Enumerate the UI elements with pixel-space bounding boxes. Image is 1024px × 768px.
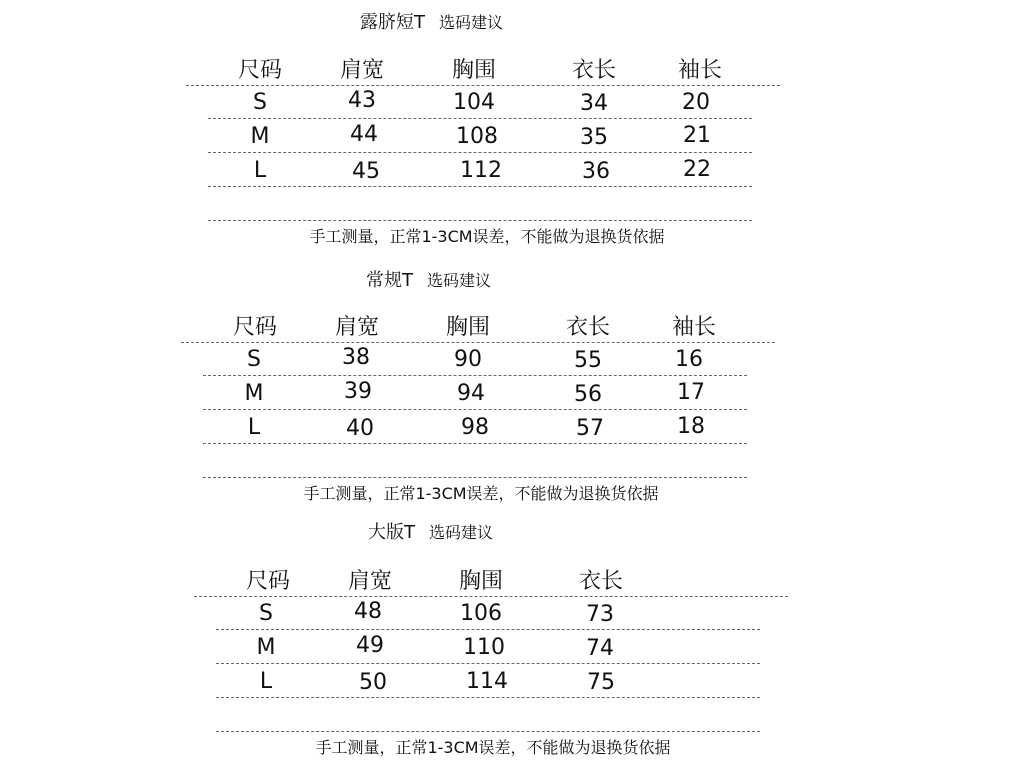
- header-sleeve: 袖长: [677, 58, 723, 83]
- cell-shoulder: 44: [350, 122, 378, 147]
- cell-chest: 94: [457, 381, 485, 406]
- divider-line: [208, 186, 752, 187]
- cell-chest: 112: [460, 158, 502, 183]
- cell-chest: 98: [461, 415, 489, 440]
- header-chest: 胸围: [451, 58, 497, 83]
- cell-shoulder: 45: [352, 159, 380, 184]
- header-chest: 胸围: [445, 315, 491, 340]
- divider-line: [216, 663, 760, 664]
- section-title-sub: 选码建议: [427, 271, 492, 290]
- cell-size: L: [247, 415, 261, 440]
- header-shoulder: 肩宽: [339, 58, 385, 83]
- cell-sleeve: 21: [683, 123, 711, 148]
- cell-size: L: [253, 158, 267, 183]
- cell-size: L: [259, 669, 273, 694]
- cell-size: S: [253, 90, 267, 115]
- divider-line: [208, 118, 752, 119]
- header-size: 尺码: [232, 315, 278, 340]
- cell-size: M: [250, 124, 270, 149]
- divider-line: [216, 697, 760, 698]
- section-title: [360, 8, 503, 34]
- section-title-sub: 选码建议: [439, 13, 504, 32]
- divider-line: [203, 443, 747, 444]
- section-title-main: 大版T: [368, 522, 415, 543]
- cell-length: 75: [587, 670, 615, 695]
- divider-line: [186, 85, 780, 86]
- header-length: 衣长: [565, 315, 611, 340]
- cell-length: 56: [574, 382, 602, 407]
- cell-sleeve: 16: [675, 347, 703, 372]
- cell-length: 74: [586, 636, 614, 661]
- divider-line: [181, 342, 775, 343]
- cell-chest: 114: [466, 669, 508, 694]
- cell-shoulder: 39: [344, 379, 372, 404]
- header-length: 衣长: [571, 58, 617, 83]
- header-chest: 胸围: [458, 569, 504, 594]
- cell-chest: 90: [454, 347, 482, 372]
- cell-chest: 106: [460, 601, 502, 626]
- divider-line: [194, 596, 788, 597]
- header-shoulder: 肩宽: [347, 569, 393, 594]
- cell-sleeve: 20: [682, 90, 710, 115]
- cell-shoulder: 40: [346, 416, 374, 441]
- header-size: 尺码: [245, 569, 291, 594]
- cell-shoulder: 43: [348, 88, 376, 113]
- cell-length: 35: [580, 125, 608, 150]
- cell-length: 57: [576, 416, 604, 441]
- cell-length: 73: [586, 602, 614, 627]
- cell-length: 34: [580, 91, 608, 116]
- measurement-note: 手工测量，正常1-3CM误差，不能做为退换货依据: [315, 738, 671, 757]
- section-title-main: 露脐短T: [360, 12, 425, 33]
- cell-sleeve: 22: [683, 157, 711, 182]
- cell-shoulder: 38: [342, 345, 370, 370]
- section-title-main: 常规T: [366, 270, 413, 291]
- cell-length: 55: [574, 348, 602, 373]
- divider-line: [208, 220, 752, 221]
- divider-line: [203, 375, 747, 376]
- cell-shoulder: 49: [356, 633, 384, 658]
- divider-line: [203, 409, 747, 410]
- cell-size: S: [247, 347, 261, 372]
- cell-chest: 110: [463, 635, 505, 660]
- header-sleeve: 袖长: [671, 315, 717, 340]
- divider-line: [208, 152, 752, 153]
- divider-line: [203, 477, 747, 478]
- cell-shoulder: 50: [359, 670, 387, 695]
- cell-sleeve: 18: [677, 414, 705, 439]
- cell-chest: 104: [453, 90, 495, 115]
- cell-sleeve: 17: [677, 380, 705, 405]
- cell-size: M: [244, 381, 264, 406]
- header-size: 尺码: [237, 58, 283, 83]
- cell-size: M: [256, 635, 276, 660]
- measurement-note: 手工测量，正常1-3CM误差，不能做为退换货依据: [309, 227, 665, 246]
- measurement-note: 手工测量，正常1-3CM误差，不能做为退换货依据: [303, 484, 659, 503]
- cell-length: 36: [582, 159, 610, 184]
- cell-shoulder: 48: [354, 599, 382, 624]
- header-length: 衣长: [578, 569, 624, 594]
- cell-size: S: [259, 601, 273, 626]
- section-title: [368, 518, 493, 544]
- section-title: [366, 266, 491, 292]
- header-shoulder: 肩宽: [334, 315, 380, 340]
- divider-line: [216, 731, 760, 732]
- section-title-sub: 选码建议: [429, 523, 494, 542]
- divider-line: [216, 629, 760, 630]
- cell-chest: 108: [456, 124, 498, 149]
